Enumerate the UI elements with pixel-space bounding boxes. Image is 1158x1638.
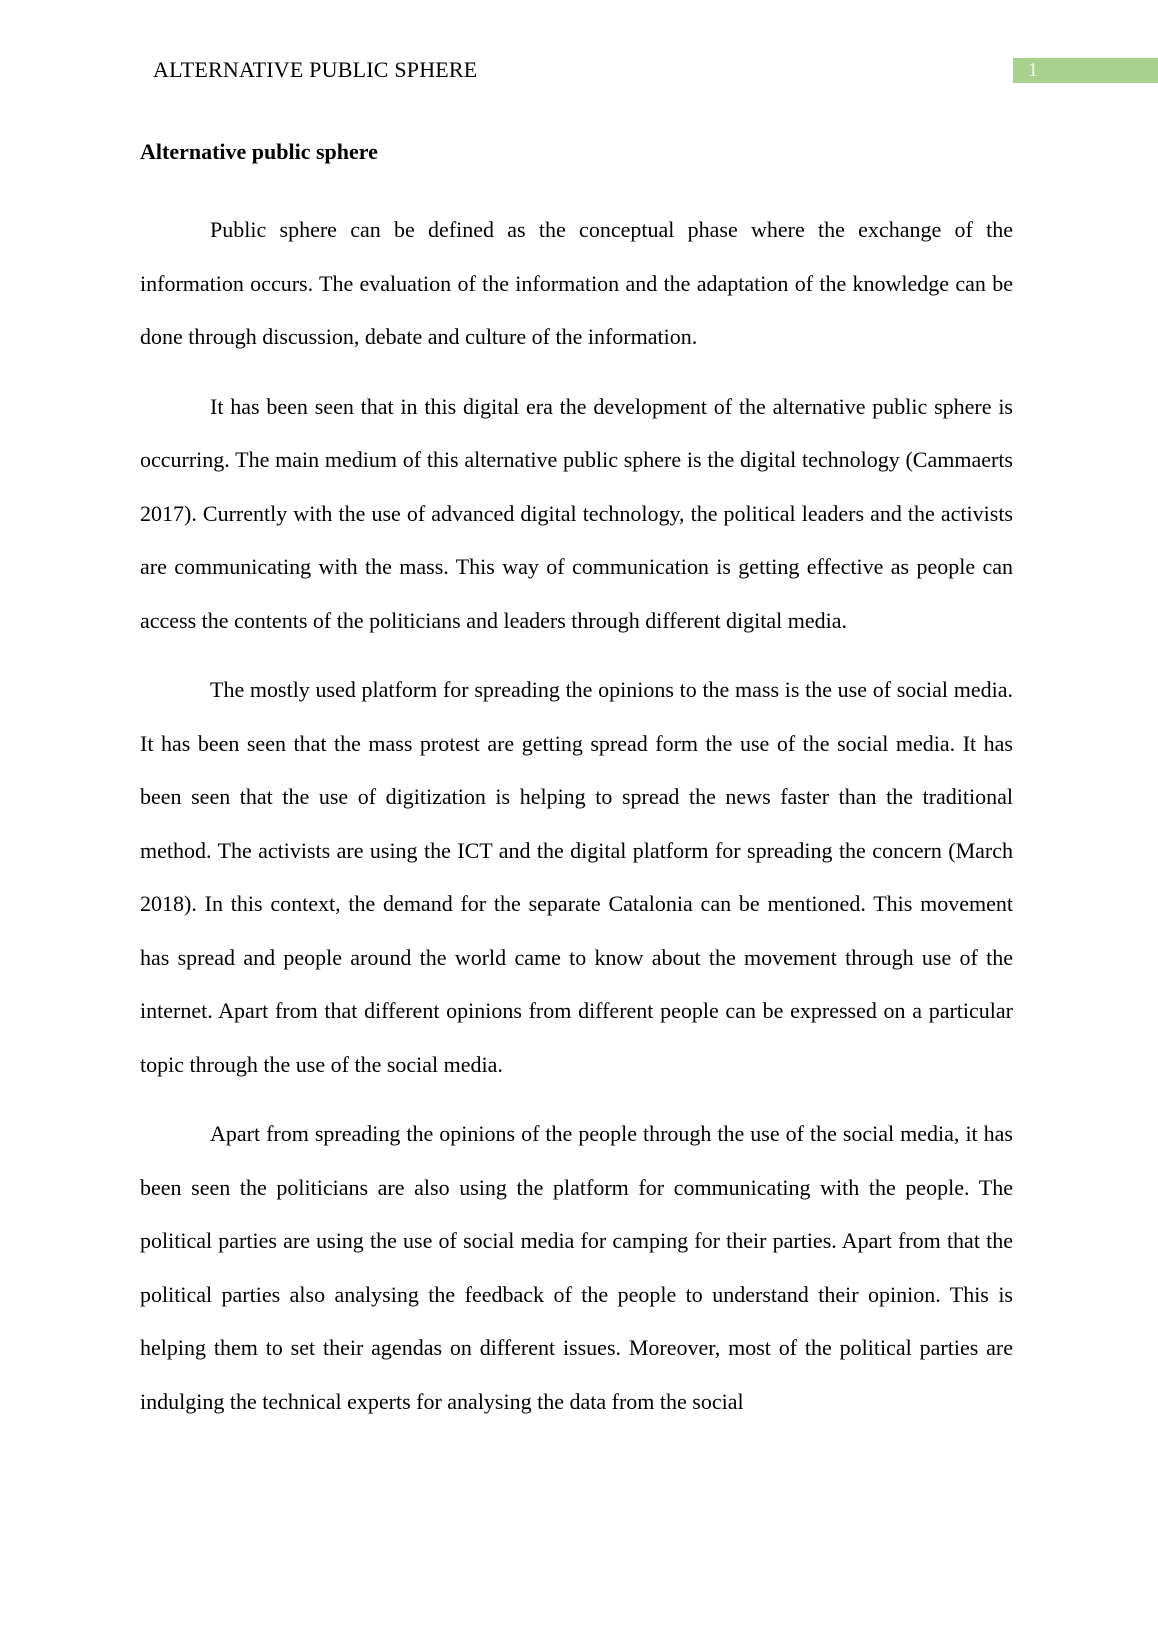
document-title: Alternative public sphere xyxy=(140,139,378,164)
page-number: 1 xyxy=(1028,59,1038,81)
paragraph-4: Apart from spreading the opinions of the people through the use of the social media, it has been seen the politicians are also using the platform for communicating with the people. The political parties are using the use of social media for camping for their parties. Apart from that the political parties also analysing the feedback of the people to understand their opinion. This is helping them to set their agendas on different issues. Moreover, most of the political parties are indulging the technical experts for analysing the data from the social xyxy=(140,1121,1013,1414)
running-head: ALTERNATIVE PUBLIC SPHERE xyxy=(153,57,478,82)
paragraph-2: It has been seen that in this digital era the development of the alternative public sphere is occurring. The main medium of this alternative public sphere is the digital technology (Cammaerts 2017). Currently with the use of advanced digital technology, the political leaders and the activists are communicating with the mass. This way of communication is getting effective as people can access the contents of the politicians and leaders through different digital media. xyxy=(140,393,1013,633)
paragraph-1: Public sphere can be defined as the conceptual phase where the exchange of the information occurs. The evaluation of the information and the adaptation of the knowledge can be done through discussion, debate and culture of the information. xyxy=(140,217,1013,349)
document-body xyxy=(140,203,1013,1444)
paragraph-3: The mostly used platform for spreading the opinions to the mass is the use of social media. It has been seen that the mass protest are getting spread form the use of the social media. It has been seen that the use of digitization is helping to spread the news faster than the traditional method. The activists are using the ICT and the digital platform for spreading the concern (March 2018). In this context, the demand for the separate Catalonia can be mentioned. This movement has spread and people around the world came to know about the movement through use of the internet. Apart from that different opinions from different people can be expressed on a particular topic through the use of the social media. xyxy=(140,677,1013,1077)
